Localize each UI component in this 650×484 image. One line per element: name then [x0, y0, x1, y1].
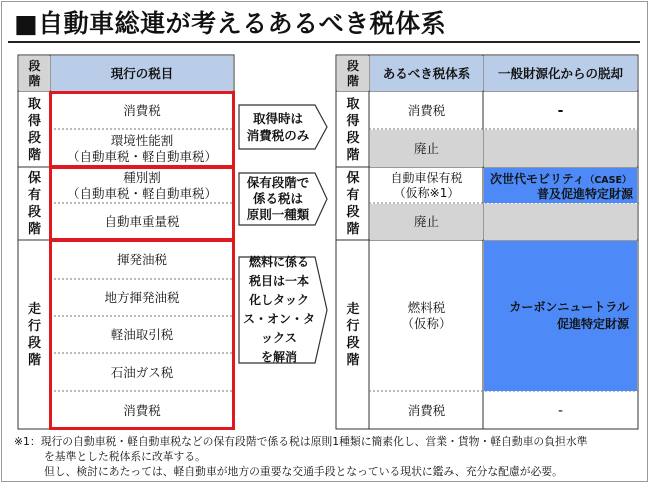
ideal-consumption-run: 消費税 — [407, 402, 446, 418]
exit-acq-dash: - — [557, 102, 564, 119]
exit-carbon-neutral-text: カーボンニュートラル 促進特定財源 — [509, 300, 629, 331]
footnote-line-2: を基準とした税体系に改革する。 — [44, 450, 206, 463]
tax-consumption-acq: 消費税 — [123, 102, 161, 118]
exit-own-grey — [484, 204, 637, 240]
ideal-abolished-own: 廃止 — [370, 204, 483, 240]
right-header-exit: 一般財源化からの脱却 — [497, 65, 623, 81]
left-header-tax: 現行の税目 — [110, 65, 174, 81]
right-stage-driving: 走 行 段 階 — [346, 302, 360, 368]
ideal-fuel-tax: 燃料税 （仮称） — [401, 300, 452, 331]
arrow-acquisition-text: 取得時は 消費税のみ — [246, 111, 310, 143]
exit-next-gen-mobility-b: （CASE） — [584, 175, 632, 186]
exit-acq-grey — [484, 130, 637, 167]
tax-environmental-performance: 環境性能割 （自動車税・軽自動車税） — [66, 132, 217, 164]
exit-carbon-neutral-fund — [484, 241, 637, 391]
right-stage-acquisition: 取 得 段 階 — [346, 96, 360, 163]
footnote-line-3: 但し、検討にあたっては、軽自動車が地方の重要な交通手段となっている現状に鑑み、充分な配慮が必要。 — [44, 465, 563, 478]
ideal-consumption-acq: 消費税 — [407, 102, 446, 118]
left-stage-acquisition: 取 得 段 階 — [27, 96, 41, 163]
tax-type-based: 種別割 （自動車税・軽自動車税） — [66, 169, 217, 201]
tax-consumption-run: 消費税 — [123, 402, 161, 418]
ideal-abolished-acq: 廃止 — [370, 130, 483, 167]
arrow-ownership-text: 保有段階で 係る税は 原則一種類 — [246, 175, 310, 222]
right-stage-ownership: 保 有 段 階 — [346, 171, 360, 237]
exit-run-dash: - — [557, 402, 564, 419]
tax-diesel-delivery: 軽油取引税 — [110, 327, 174, 342]
left-header-stage: 段 階 — [28, 58, 41, 88]
tax-vehicle-weight: 自動車重量税 — [104, 214, 180, 229]
left-stage-driving: 走 行 段 階 — [27, 302, 41, 368]
tax-petroleum-gas: 石油ガス税 — [110, 364, 174, 380]
arrow-driving-text: 燃料に係る 税目は一本 化しタック ス・オン・タックス を解消 — [242, 255, 315, 364]
exit-next-gen-mobility-fund — [484, 168, 637, 203]
exit-next-gen-mobility-c: 普及促進特定財源 — [536, 187, 633, 201]
ideal-vehicle-ownership-tax: 自動車保有税 （仮称※1） — [390, 170, 463, 200]
tax-gasoline: 揮発油税 — [116, 252, 167, 267]
footnote-line-1: ※1：現行の自動車税・軽自動車税などの保有段階で係る税は原則1種類に簡素化し、営業・貨物・軽自動車の負担水準 — [14, 435, 588, 448]
left-stage-ownership: 保 有 段 階 — [27, 171, 41, 237]
page-title: ■自動車総連が考えるあるべき税体系 — [14, 9, 447, 38]
exit-next-gen-mobility-a: 次世代モビリティ — [490, 172, 585, 186]
tax-local-gasoline: 地方揮発油税 — [104, 290, 180, 305]
right-header-ideal: あるべき税体系 — [382, 65, 471, 81]
right-header-stage: 段 階 — [346, 58, 359, 88]
